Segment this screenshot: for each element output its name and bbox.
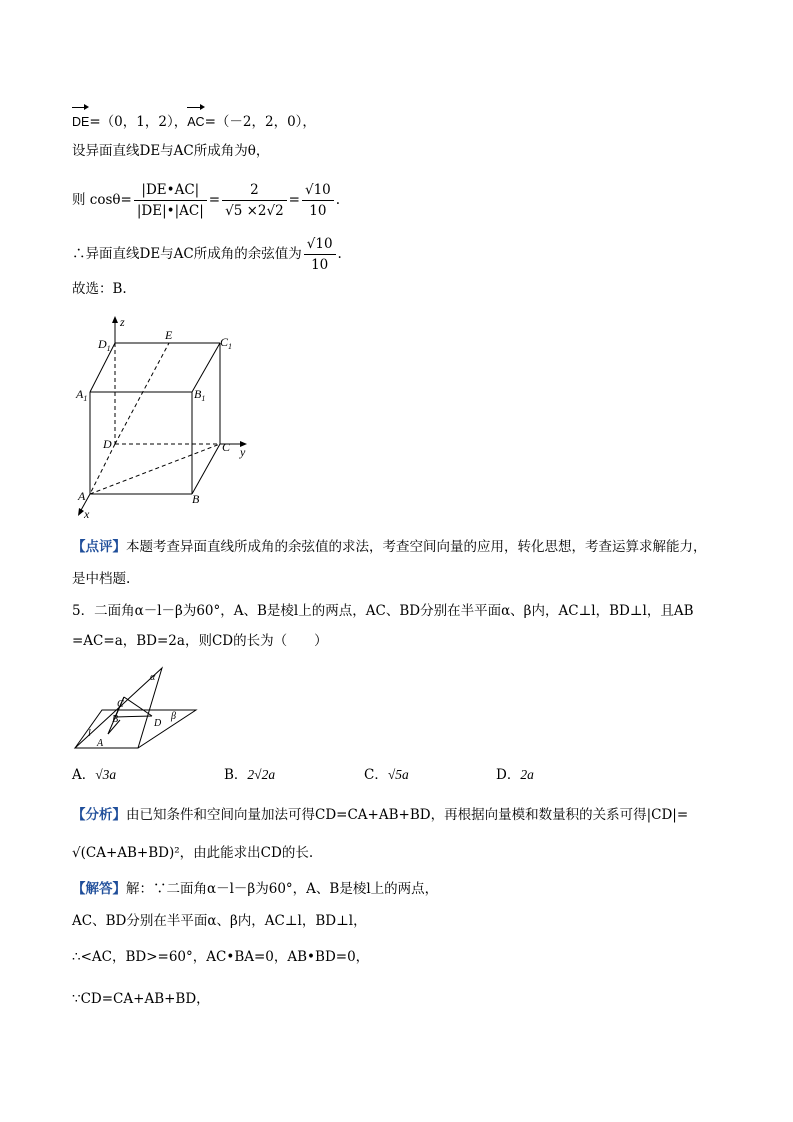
label-c1: $C_1$ xyxy=(220,335,233,351)
question-5-line-1: 5．二面角α－l－β为60°，A、B是棱l上的两点，AC、BD分别在半平面α、β内，AC⊥l，BD⊥l，且AB xyxy=(72,603,694,619)
label-d: D xyxy=(103,437,112,451)
conclusion-line: ∴异面直线DE与AC所成角的余弦值为 $\frac{√10}{10}$ . xyxy=(72,236,342,273)
label-b1: $B_1$ xyxy=(194,387,206,403)
option-d[interactable]: D．2a xyxy=(496,767,534,783)
solution-line-4: ∵CD=CA+AB+BD， xyxy=(72,991,210,1007)
solution-line-1: 【解答】解：∵二面角α－l－β为60°，A、B是棱l上的两点， xyxy=(72,881,439,897)
cos-fraction-2: $\frac{2}{√5 \times 2√2}$ xyxy=(222,181,287,220)
cos-prefix: 则 cosθ= xyxy=(72,192,132,208)
conclusion-fraction: $\frac{√10}{10}$ xyxy=(304,235,336,274)
analysis-line-2: √(CA+AB+BD)²，由此能求出CD的长. xyxy=(72,845,314,861)
label-a1: $A_1$ xyxy=(76,387,88,403)
analysis-line-1: 【分析】由已知条件和空间向量加法可得CD=CA+AB+BD，再根据向量模和数量积的关系可得|CD|= xyxy=(72,807,689,823)
option-a[interactable]: A．√3a xyxy=(72,767,117,783)
angle-definition-line: 设异面直线DE与AC所成角为θ， xyxy=(72,143,270,159)
label-x: x xyxy=(84,507,90,521)
label-alpha: α xyxy=(150,672,156,683)
label-e: E xyxy=(165,328,173,342)
label-l: l xyxy=(88,728,91,739)
vector-coordinates-line xyxy=(72,104,316,133)
label-b: B xyxy=(192,492,200,506)
label-beta: β xyxy=(171,711,176,722)
label-b: B xyxy=(112,714,119,725)
dihedral-figure xyxy=(70,662,205,754)
cos-fraction-1: $\frac{|DE•AC|}{|DE|•|AC|}$ xyxy=(134,181,207,220)
option-b[interactable]: B．2√2a xyxy=(224,767,276,783)
label-y: y xyxy=(240,445,246,459)
cosine-formula-line: 则 cosθ= $\frac{|DE•AC|}{|DE|•|AC|}$ = $\frac{2}{√5 \times 2√2}$ = $\frac{√10}{10}$ . xyxy=(72,182,341,219)
label-c: C xyxy=(117,699,124,710)
solution-line-3: ∴<AC，BD>=60°，AC•BA=0，AB•BD=0， xyxy=(72,949,370,965)
de-coordinates: =（0，1，2）， xyxy=(89,114,188,130)
vector-ac: AC xyxy=(187,104,204,133)
ac-coordinates: =（－2，2，0）， xyxy=(204,114,316,130)
comment-line-2: 是中档题. xyxy=(72,571,131,587)
label-a: A xyxy=(97,738,104,749)
label-z: z xyxy=(120,315,125,329)
label-d: D xyxy=(154,718,162,729)
solution-line-2: AC、BD分别在半平面α、β内，AC⊥l，BD⊥l， xyxy=(72,913,367,929)
label-d1: $D_1$ xyxy=(98,337,111,353)
option-c[interactable]: C．√5a xyxy=(364,767,409,783)
vector-de: DE xyxy=(72,104,89,133)
cos-fraction-3: $\frac{√10}{10}$ xyxy=(302,181,334,220)
comment-line-1: 【点评】本题考查异面直线所成角的余弦值的求法，考查空间向量的应用，转化思想，考查运算求解能力， xyxy=(72,539,707,555)
question-5-line-2: =AC=a，BD=2a，则CD的长为（ ） xyxy=(72,633,328,649)
label-a: A xyxy=(78,489,86,503)
answer-line: 故选：B. xyxy=(72,281,127,297)
label-c: C xyxy=(222,440,231,454)
cube-figure xyxy=(70,310,260,525)
